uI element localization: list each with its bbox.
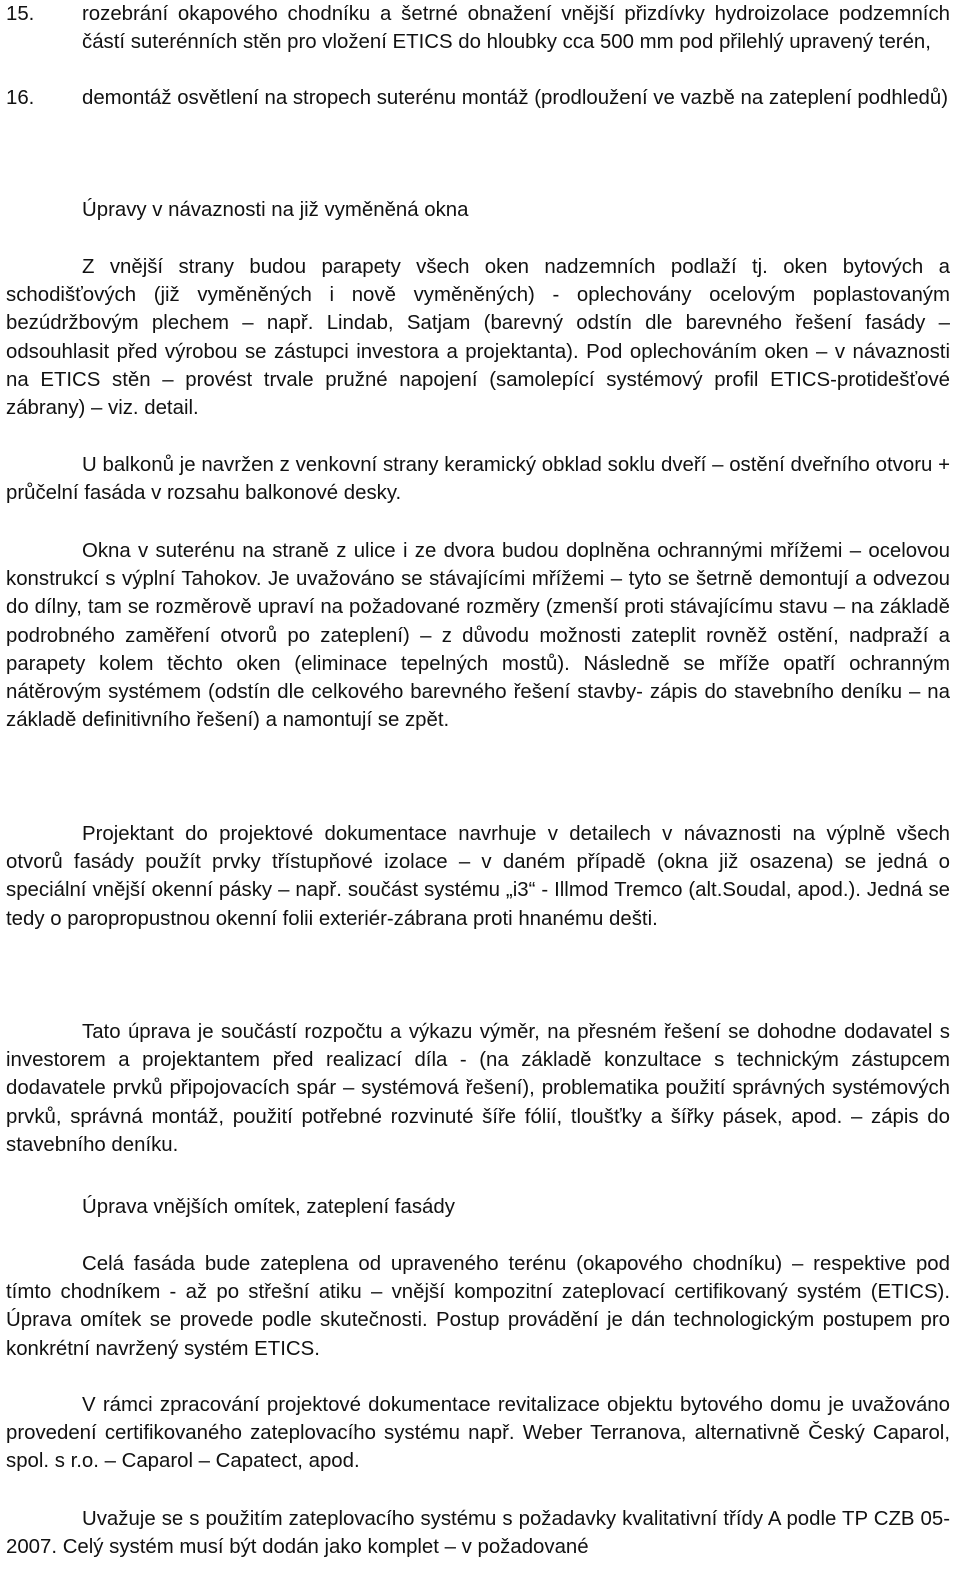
paragraph-text: Projektant do projektové dokumentace navrhuje v detailech v návaznosti na výplně všech otvorů fasády použít prvky třístupňové izolace – v daném případě (okna již osazena) se jedná o speciální vnější okenní pásky – např. součást systému „i3“ - Illmod Tremco (alt.Soudal, apod.). Jedná se tedy o paropropustnou okenní folii exteriér-zábrana proti hnanému dešti. [6,823,950,930]
paragraph-text: Okna v suterénu na straně z ulice i ze dvora budou doplněna ochrannými mřížemi – ocelovou konstrukcí s výplní Tahokov. Je uvažováno se stávajícími mřížemi – tyto se šetrně demontují a odvezou do dílny, tam se rozměrově upraví na požadované rozměry (zmenší proti stávajícímu stavu – na základě podrobného zaměření otvorů po zateplení) – z důvodu možnosti zateplit rovněž ostění, nadpraží a parapety kolem těchto oken (eliminace tepelných mostů). Následně se mříže opatří ochranným nátěrovým systémem (odstín dle celkového barevného řešení stavby- zápis do stavebního deníku – na základě definitivního řešení) a namontují se zpět. [6,540,950,732]
paragraph-text: V rámci zpracování projektové dokumentace revitalizace objektu bytového domu je uvažováno provedení certifikovaného zateplovacího systému např. Weber Terranova, alternativně Český Caparol, spol. s r.o. – Caparol – Capatect, apod. [6,1394,950,1473]
list-text: demontáž osvětlení na stropech suterénu montáž (prodloužení ve vazbě na zateplení podhledů) [82,87,949,109]
paragraph-system-choice [6,1391,950,1476]
paragraph-budget [6,1018,950,1159]
list-number: 15. [6,3,35,25]
paragraph-text: Uvažuje se s použitím zateplovacího systému s požadavky kvalitativní třídy A podle TP CZB 05-2007. Celý systém musí být dodán jako komplet – v požadované [6,1508,950,1559]
list-number: 16. [6,87,35,109]
paragraph-text: Celá fasáda bude zateplena od upraveného terénu (okapového chodníku) – respektive pod tímto chodníkem - až po střešní atiku – vnější kompozitní zateplovací certifikovaný systém (ETICS). Úprava omítek se provede podle skutečnosti. Postup provádění je dán technologickým postupem pro konkrétní navržený systém ETICS. [6,1253,950,1360]
paragraph-text: Z vnější strany budou parapety všech oken nadzemních podlaží tj. oken bytových a schodišťových (již vyměněných i nově vyměněných) - oplechovány ocelovým poplastovaným bezúdržbovým plechem – např. Lindab, Satjam (barevný odstín dle barevného řešení fasády – odsouhlasit před výrobou se zástupci investora a projektanta). Pod oplechováním oken – v návaznosti na ETICS stěn – provést trvale pružné napojení (samolepící systémový profil ETICS-protidešťové zábrany) – viz. detail. [6,256,950,420]
paragraph-window-tapes [6,820,950,933]
list-text: rozebrání okapového chodníku a šetrné obnažení vnější přizdívky hydroizolace podzemních částí suterénních stěn pro vložení ETICS do hloubky cca 500 mm pod přilehlý upravený terén, [82,3,950,54]
paragraph-window-sills [6,253,950,422]
paragraph-text: U balkonů je navržen z venkovní strany keramický obklad soklu dveří – ostění dveřního otvoru + průčelní fasáda v rozsahu balkonové desky. [6,454,950,505]
paragraph-quality-class [6,1505,950,1561]
section-heading-windows: Úpravy v návaznosti na již vyměněná okna [82,199,469,221]
list-item-15 [6,0,950,56]
paragraph-facade-insulation [6,1250,950,1363]
paragraph-text: Tato úprava je součástí rozpočtu a výkazu výměr, na přesném řešení se dohodne dodavatel s investorem a projektantem před realizací díla - (na základě konzultace s technickým zástupcem dodavatele prvků připojovacích spár – systémová řešení), problematika použití správných systémových prvků, správná montáž, použití potřebné rozvinuté šíře fólií, tloušťky a šířky pásek, apod. – zápis do stavebního deníku. [6,1021,950,1156]
paragraph-basement-windows [6,537,950,734]
list-item-16 [6,84,950,112]
section-heading-facade: Úprava vnějších omítek, zateplení fasády [82,1196,455,1218]
paragraph-balconies [6,451,950,507]
